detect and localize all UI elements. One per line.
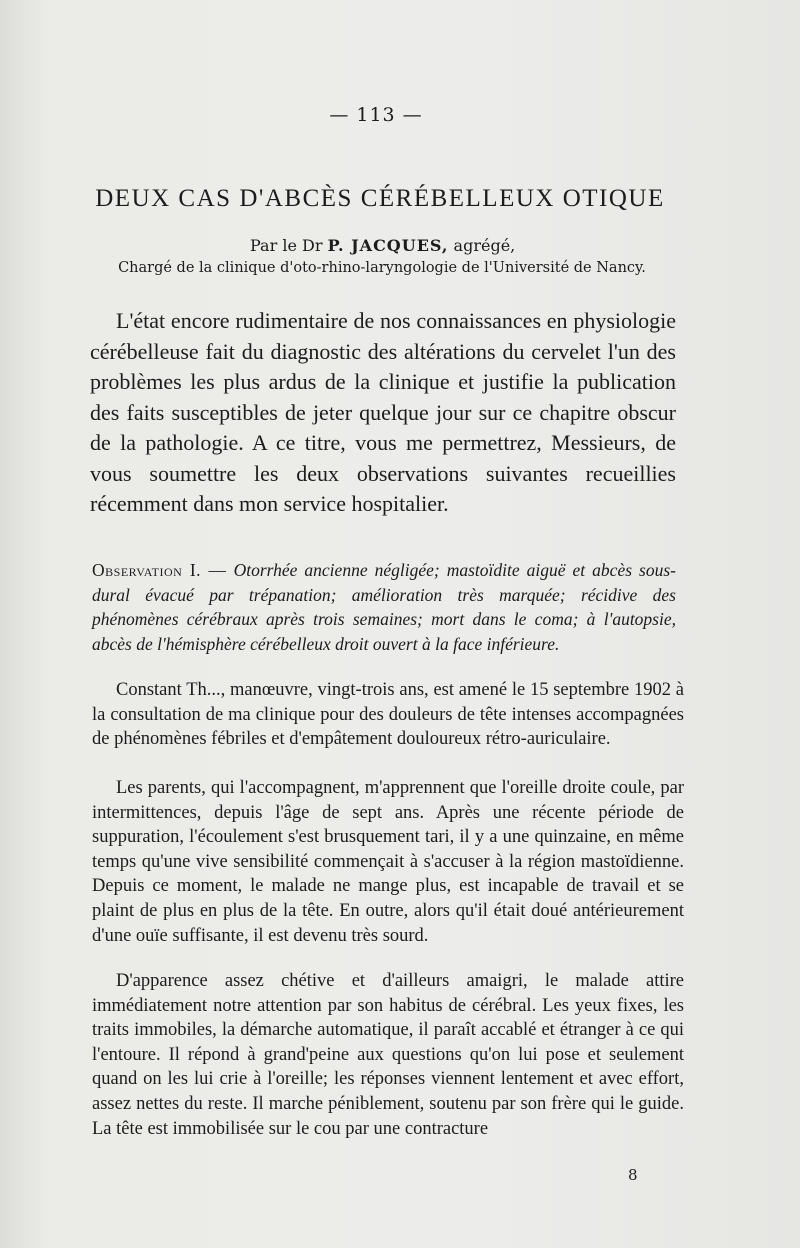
article-title: DEUX CAS D'ABCÈS CÉRÉBELLEUX OTIQUE xyxy=(95,185,665,212)
paragraph-2: Les parents, qui l'accompagnent, m'apprennent que l'oreille droite coule, par intermittences, depuis l'âge de sept ans. Après une récente période de suppuration, l'écoulement s'est brusquement tari, il y a une quinzaine, en même temps qu'une vive sensibilité commençait à s'accuser à la région mastoïdienne. Depuis ce moment, le malade ne mange plus, est incapable de travail et se plaint de plus en plus de la tête. En outre, alors qu'il était doué antérieurement d'une ouïe suffisante, il est devenu très sourd. xyxy=(92,778,684,946)
author-role: agrégé, xyxy=(453,236,516,255)
observation-label: Observation I. — xyxy=(92,560,227,580)
intro-paragraph: L'état encore rudimentaire de nos connaissances en physiologie cérébelleuse fait du diagnostic des altérations du cervelet l'un des problèmes les plus ardus de la clinique et justifie la publication des faits susceptibles de jeter quelque jour sur ce chapitre obscur de la pathologie. A ce titre, vous me permettrez, Messieurs, de vous soumettre les deux observations suivantes recueillies récemment dans mon service hospitalier. xyxy=(90,308,676,516)
paragraph-1: Constant Th..., manœuvre, vingt-trois ans, est amené le 15 septembre 1902 à la consultation de ma clinique pour des douleurs de tête intenses accompagnées de phénomènes fébriles et d'empâtement douloureux rétro-auriculaire. xyxy=(92,680,684,750)
author-affiliation: Chargé de la clinique d'oto-rhino-laryngologie de l'Université de Nancy. xyxy=(118,260,646,276)
byline-prefix: Par le Dr xyxy=(250,236,323,255)
observation-summary: Otorrhée ancienne négligée; mastoïdite aiguë et abcès sous-dural évacué par trépanation; amélioration très marquée; récidive des phénomènes cérébraux après trois semaines; mort dans le coma; à l'autopsie, abcès de l'hémisphère cérébelleux droit ouvert à la face inférieure. xyxy=(92,560,676,654)
observation-heading xyxy=(92,558,676,656)
byline xyxy=(250,236,670,255)
signature-mark: 8 xyxy=(628,1166,638,1184)
paragraph-3: D'apparence assez chétive et d'ailleurs amaigri, le malade attire immédiatement notre attention par son habitus de cérébral. Les yeux fixes, les traits immobiles, la démarche automatique, il paraît accablé et étranger à ce qui l'entoure. Il répond à grand'peine aux questions qu'on lui pose et seulement quand on les lui crie à l'oreille; les réponses viennent lentement et avec effort, assez nettes du reste. Il marche péniblement, soutenu par son frère qui le guide. La tête est immobilisée sur le cou par une contracture xyxy=(92,971,684,1139)
page-number: — 113 — xyxy=(329,104,423,126)
author-name: P. JACQUES, xyxy=(327,236,449,255)
